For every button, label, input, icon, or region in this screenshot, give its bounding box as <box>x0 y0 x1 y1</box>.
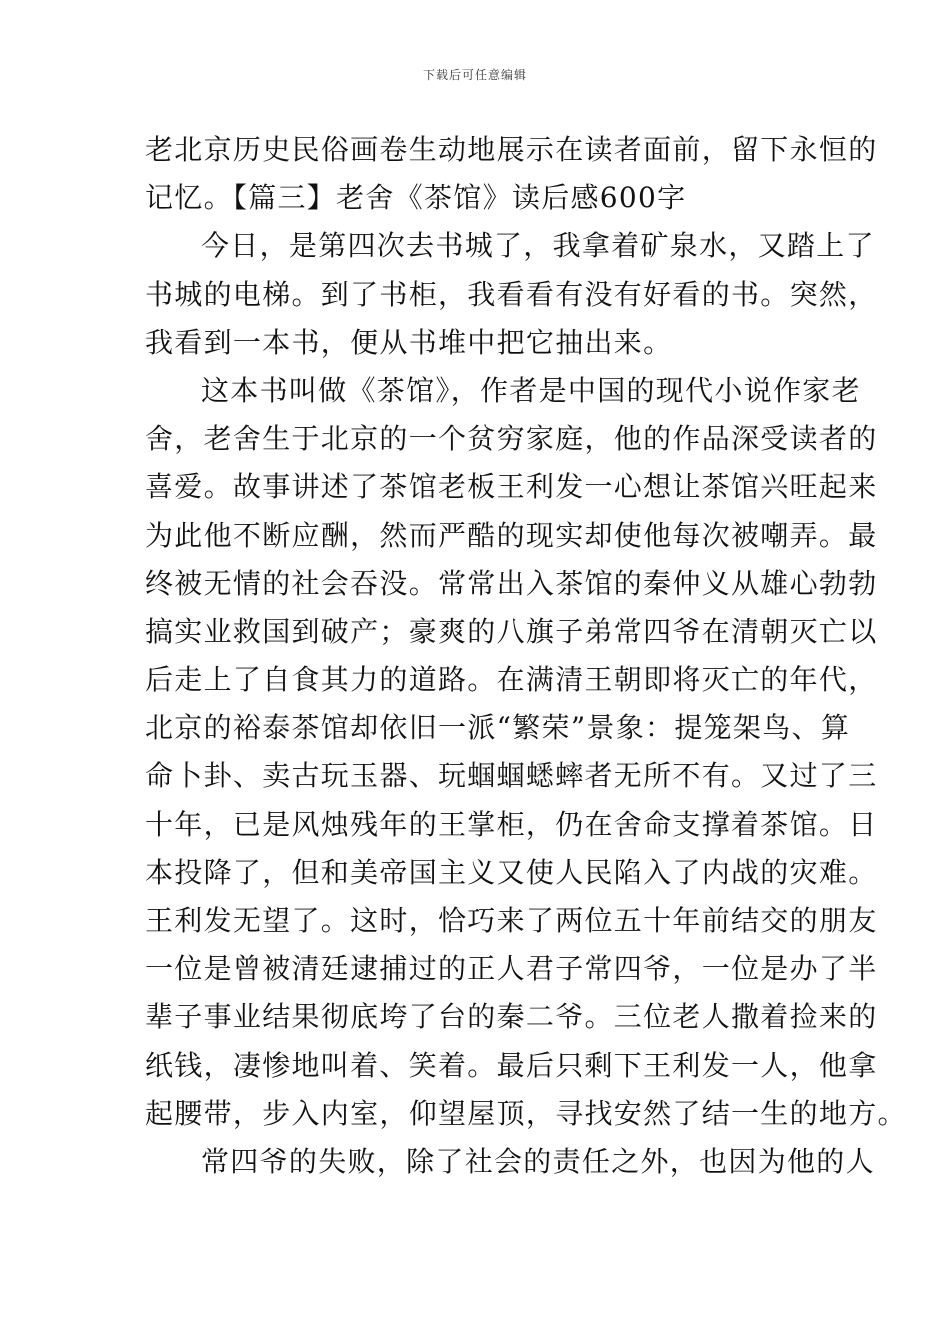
text-line: 本投降了，但和美帝国主义又使人民陷入了内战的灾难。 <box>145 855 878 889</box>
text-line: 命卜卦、卖古玩玉器、玩蝈蝈蟋蟀者无所不有。又过了三 <box>145 759 878 793</box>
text-line: 记忆。【篇三】老舍《茶馆》读后感600字 <box>145 181 687 215</box>
text-line: 舍，老舍生于北京的一个贫穷家庭，他的作品深受读者的 <box>145 422 878 456</box>
body-text <box>145 126 907 1186</box>
text-line: 今日，是第四次去书城了，我拿着矿泉水，又踏上了 <box>201 229 875 263</box>
text-line: 十年，已是风烛残年的王掌柜，仍在舍命支撑着茶馆。日 <box>145 807 878 841</box>
text-line: 后走上了自食其力的道路。在满清王朝即将灭亡的年代， <box>145 663 878 697</box>
text-line: 常四爷的失败，除了社会的责任之外，也因为他的人 <box>201 1144 875 1178</box>
text-line: 北京的裕泰茶馆却依旧一派“繁荣”景象：提笼架鸟、算 <box>145 711 851 745</box>
text-line: 老北京历史民俗画卷生动地展示在读者面前，留下永恒的 <box>145 133 878 166</box>
header-note: 下载后可任意编辑 <box>422 68 527 82</box>
text-line: 辈子事业结果彻底垮了台的秦二爷。三位老人撒着捡来的 <box>145 1000 878 1034</box>
text-line: 一位是曾被清廷逮捕过的正人君子常四爷，一位是办了半 <box>145 952 878 986</box>
text-line: 纸钱，凄惨地叫着、笑着。最后只剩下王利发一人，他拿 <box>145 1048 878 1082</box>
text-line: 终被无情的社会吞没。常常出入茶馆的秦仲义从雄心勃勃 <box>145 566 878 600</box>
text-line: 为此他不断应酬，然而严酷的现实却使他每次被嘲弄。最 <box>145 518 878 552</box>
text-line: 喜爱。故事讲述了茶馆老板王利发一心想让茶馆兴旺起来 <box>145 470 878 504</box>
text-line: 这本书叫做《茶馆》，作者是中国的现代小说作家老 <box>201 373 861 407</box>
text-line: 王利发无望了。这时，恰巧来了两位五十年前结交的朋友 <box>145 904 878 937</box>
text-line: 搞实业救国到破产；豪爽的八旗子弟常四爷在清朝灭亡以 <box>145 614 878 648</box>
text-line: 我看到一本书，便从书堆中把它抽出来。 <box>145 325 673 359</box>
text-line: 起腰带，步入内室，仰望屋顶，寻找安然了结一生的地方。 <box>145 1096 907 1130</box>
text-line: 书城的电梯。到了书柜，我看看有没有好看的书。突然， <box>145 277 878 311</box>
